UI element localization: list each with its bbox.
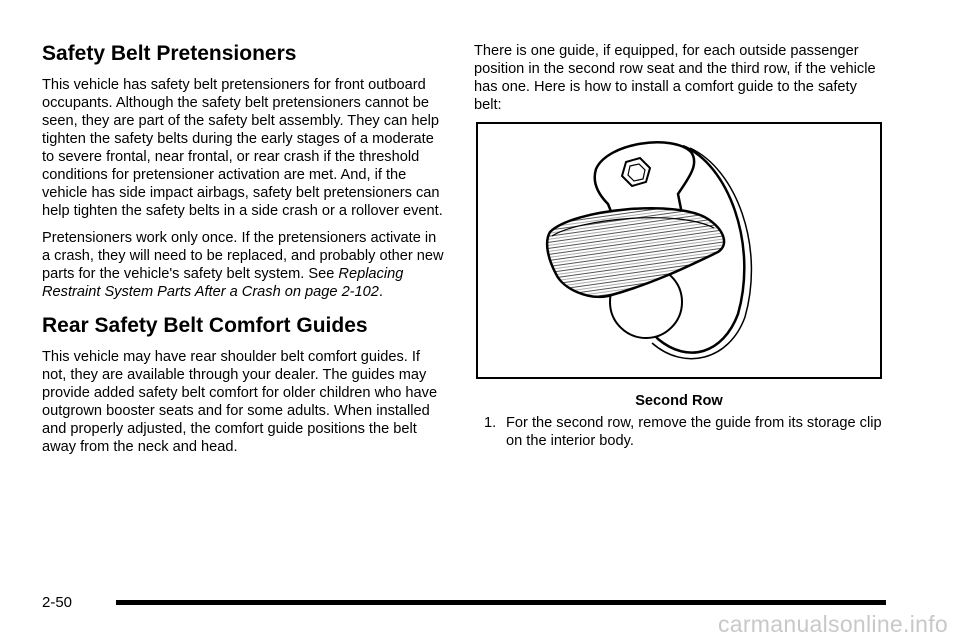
right-column	[474, 42, 884, 123]
comfort-guide-illustration	[476, 122, 882, 379]
section-heading-pretensioners: Safety Belt Pretensioners	[42, 42, 297, 65]
left-column	[42, 42, 447, 465]
figure-caption: Second Row	[635, 393, 723, 409]
paragraph-pretensioners-once	[42, 229, 447, 301]
footer-rule	[116, 600, 886, 605]
paragraph-guide-intro: There is one guide, if equipped, for each outside passenger position in the second row seat and the third row, if the vehicle has one. Here is how to install a comfort guide to the safety belt:	[474, 43, 876, 113]
list-item	[484, 414, 884, 450]
paragraph-pretensioners-intro: This vehicle has safety belt pretensioners for front outboard occupants. Although the safety belt pretensioners cannot be seen, they are part of the safety belt assembly. They can help tighten the safety belts during the early stages of a moderate to severe frontal, near frontal, or rear crash if the threshold conditions for pretensioner activation are met. And, if the vehicle has side impact airbags, safety belt pretensioners can help tighten the safety belts in a side crash or a rollover event.	[42, 77, 443, 219]
installation-steps	[484, 414, 884, 450]
comfort-guide-drawing	[478, 124, 880, 377]
step-text: For the second row, remove the guide from its storage clip on the interior body.	[506, 415, 882, 449]
watermark: carmanualsonline.info	[717, 611, 948, 637]
paragraph-comfort-guides: This vehicle may have rear shoulder belt comfort guides. If not, they are available through your dealer. The guides may provide added safety belt comfort for older children who have outgrown booster seats and for some adults. When installed and properly adjusted, the comfort guide positions the belt away from the neck and head.	[42, 349, 438, 455]
paragraph-text-end: .	[378, 284, 383, 300]
section-heading-comfort-guides: Rear Safety Belt Comfort Guides	[42, 314, 368, 337]
paragraph-text: Pretensioners work only once. If the pretensioners activate in a crash, they will need to be replaced, and probably other new parts for the vehicle's safety belt system. See	[42, 230, 444, 282]
step-number: 1.	[484, 415, 497, 431]
page-number: 2-50	[42, 594, 73, 611]
cross-reference-link[interactable]: Replacing Restraint System Parts After a Crash on page 2-102	[42, 266, 404, 300]
